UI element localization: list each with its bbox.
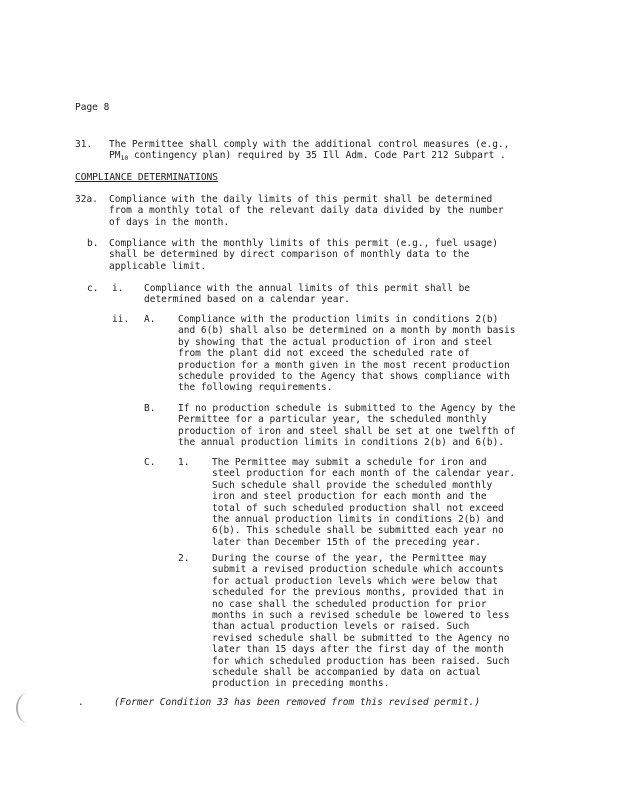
text-line: from a monthly total of the relevant daily data divided by the number [109, 205, 504, 217]
text-line: The Permittee may submit a schedule for iron and [212, 457, 487, 468]
text-line: Compliance with the production limits in conditions 2(b) [178, 314, 499, 325]
text-line: production of iron and steel shall be set at one twelfth of [178, 425, 516, 437]
text-line: schedule shall be accompanied by data on actual [212, 667, 481, 679]
text-line: Compliance with the annual limits of this permit shall be [144, 283, 471, 294]
text-line: iron and steel production for each month and the [212, 491, 487, 503]
text-line: and 6(b) shall also be determined on a month by month basis [178, 325, 516, 337]
text-line: later than 15 days after the first day of the month [212, 644, 504, 656]
text-line: total of such scheduled production shall not exceed [212, 502, 504, 514]
text-line: by showing that the actual production of iron and steel [178, 336, 493, 348]
item-c1-number: 1. [178, 457, 190, 468]
text-line: for actual production levels which were below that [212, 575, 498, 587]
condition-32c-ii-number: ii. [112, 314, 130, 325]
condition-31-line-2 [109, 150, 509, 164]
item-a-text [178, 314, 515, 394]
text-line: During the course of the year, the Permittee may [212, 553, 487, 564]
condition-31-text [109, 139, 509, 165]
text-line: no case shall the scheduled production for prior [212, 598, 487, 610]
condition-33-text: (Former Condition 33 has been removed from this revised permit.) [114, 697, 481, 708]
item-a-letter: A. [144, 314, 156, 325]
pm-label: PM [109, 150, 121, 162]
text-line: scheduled for the previous months, provided that in [212, 587, 504, 599]
text-line: for which scheduled production has been raised. Such [212, 655, 510, 667]
item-c-letter: C. [144, 457, 156, 468]
text-line: Compliance with the daily limits of this permit shall be determined [109, 194, 493, 205]
text-line: Compliance with the monthly limits of this permit (e.g., fuel usage) [109, 238, 498, 249]
text-line: 6(b). This schedule shall be submitted each year no [212, 525, 504, 537]
condition-32b-number: b. [87, 238, 99, 249]
condition-33-number: . [78, 697, 84, 708]
condition-32b-text [109, 238, 498, 272]
text-line: the following requirements. [178, 382, 333, 394]
text-line: production for a month given in the most recent production [178, 359, 510, 371]
item-b-letter: B. [144, 403, 156, 414]
text-line: shall be determined by direct comparison of monthly data to the [109, 249, 470, 261]
condition-32a-text [109, 194, 504, 228]
text-line: Permittee for a particular year, the scheduled monthly [178, 414, 487, 426]
text-line: of days in the month. [109, 216, 230, 228]
item-c2-text [212, 553, 509, 690]
condition-32c-i-number: i. [112, 283, 124, 294]
text-line: later than December 15th of the preceding year. [212, 536, 481, 548]
text-line: the annual production limits in conditions 2(b) and 6(b). [178, 437, 505, 449]
text-line: If no production schedule is submitted to the Agency by the [178, 403, 516, 414]
text-line: submit a revised production schedule which accounts [212, 564, 504, 576]
item-c1-text [212, 457, 515, 548]
text-line: from the plant did not exceed the scheduled rate of [178, 348, 470, 360]
text-line: revised schedule shall be submitted to the Agency no [212, 632, 510, 644]
pm-subscript: 10 [120, 154, 129, 163]
condition-31-line-1: The Permittee shall comply with the additional control measures (e.g., [109, 139, 510, 150]
condition-32a-number: 32a. [75, 194, 98, 205]
page-label: Page 8 [75, 102, 110, 113]
text-line: applicable limit. [109, 260, 207, 272]
scan-artifact [16, 693, 40, 723]
condition-31-line-2-rest: contingency plan) required by 35 Ill Adm. Code Part 212 Subpart . [128, 150, 506, 162]
text-line: Such schedule shall provide the scheduled monthly [212, 479, 493, 491]
section-heading: COMPLIANCE DETERMINATIONS [75, 172, 218, 183]
text-line: steel production for each month of the calendar year. [212, 468, 516, 480]
item-b-text [178, 403, 515, 449]
text-line: schedule provided to the Agency that shows compliance with [178, 371, 510, 383]
condition-32c-i-text [144, 283, 470, 306]
text-line: than actual production levels or raised. Such [212, 621, 470, 633]
text-line: determined based on a calendar year. [144, 294, 350, 306]
item-c2-number: 2. [178, 553, 190, 564]
condition-32c-number: c. [87, 283, 99, 294]
text-line: production in preceding months. [212, 678, 390, 690]
condition-31-number: 31. [75, 139, 93, 150]
text-line: months in such a revised schedule be lowered to less [212, 610, 510, 622]
text-line: the annual production limits in conditions 2(b) and [212, 514, 504, 526]
